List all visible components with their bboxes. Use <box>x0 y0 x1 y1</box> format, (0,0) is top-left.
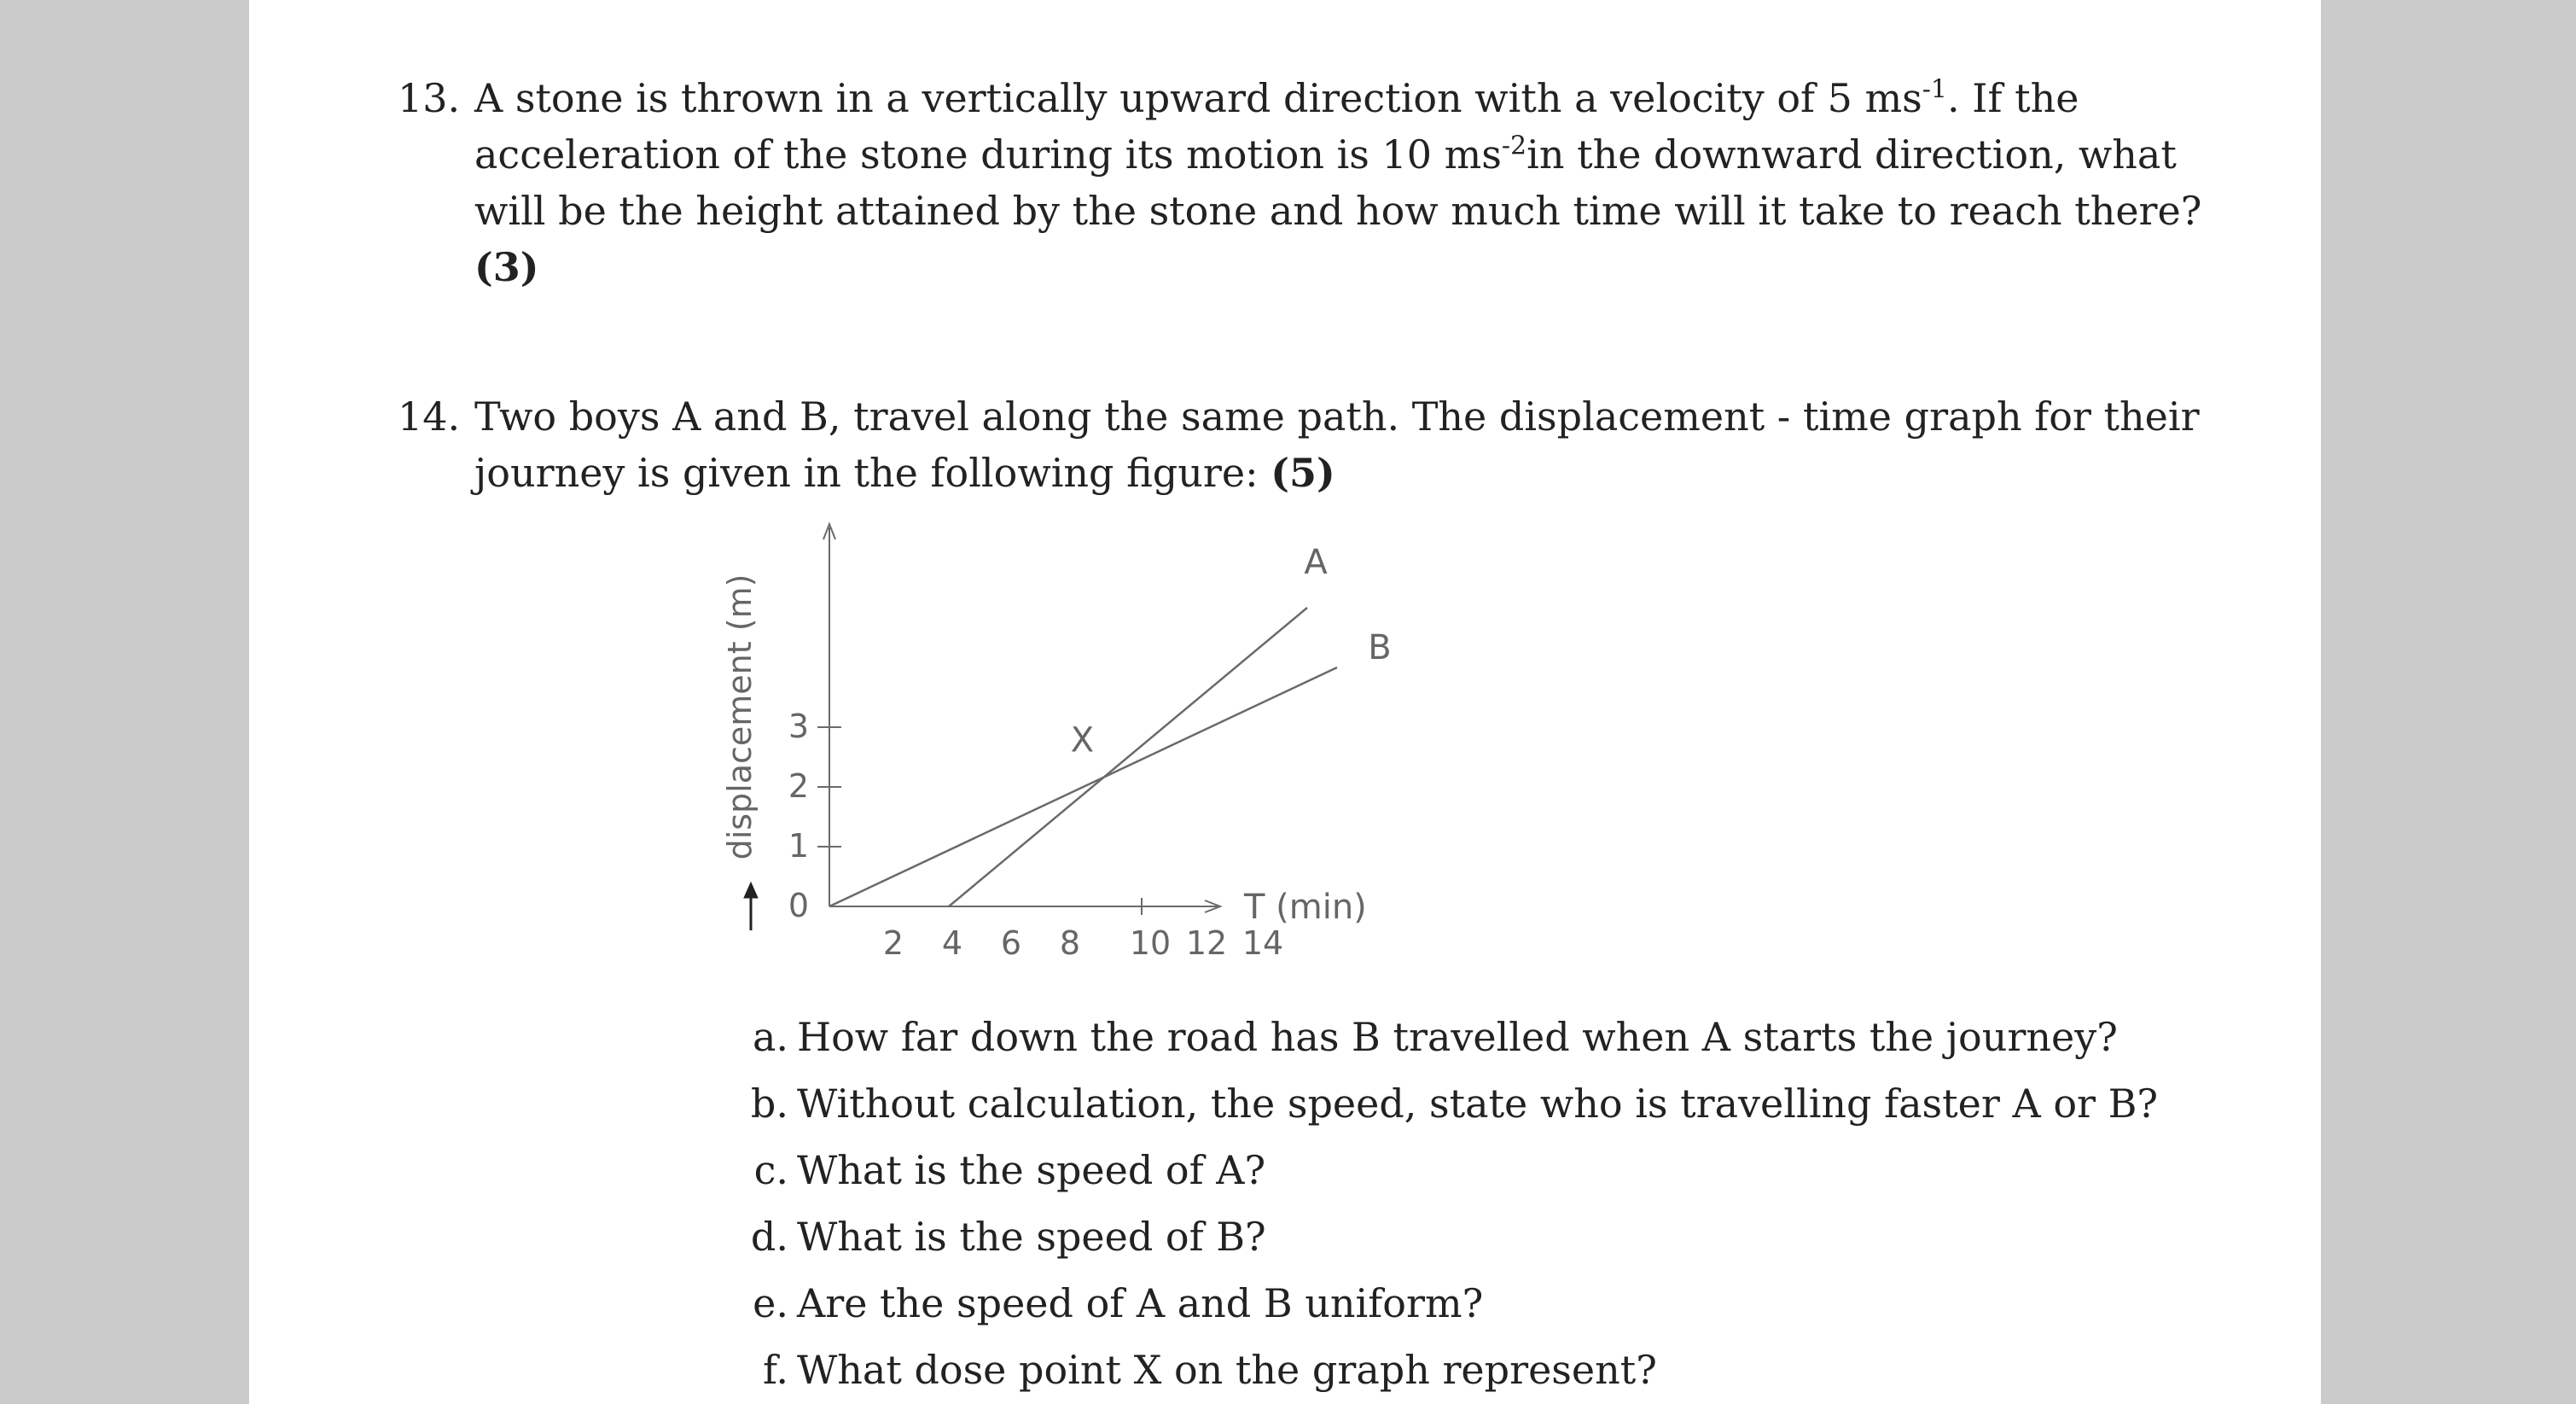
subquestion-text: What is the speed of A? <box>797 1147 1266 1193</box>
x-tick-label: 14 <box>1241 924 1284 962</box>
x-tick-label: 12 <box>1185 924 1228 962</box>
y-axis-label-arrowhead <box>744 883 758 898</box>
x-tick-label: 6 <box>1000 924 1022 962</box>
subquestion-label: d. <box>750 1214 788 1260</box>
subquestion-e <box>732 1270 2158 1337</box>
subquestion-list <box>732 1004 2158 1403</box>
subquestion-text: How far down the road has B travelled when A starts the journey? <box>797 1014 2118 1060</box>
subquestion-label: e. <box>753 1280 788 1326</box>
question-line: acceleration of the stone during its motion is 10 $ms^{-2}in$ the downward direction, what <box>474 131 2177 178</box>
series-label-b: B <box>1368 628 1392 667</box>
y-tick-label: 0 <box>788 887 809 924</box>
x-axis-label: T (min) <box>1244 888 1367 927</box>
question-text <box>474 65 2202 300</box>
question-line: A stone is thrown in a vertically upward direction with a velocity of 5 $ms^{-1}$. If the <box>474 74 2079 121</box>
question-number: 13. <box>398 75 461 121</box>
subquestion-d <box>732 1203 2158 1270</box>
x-tick-label: 4 <box>941 924 963 962</box>
question-line: will be the height attained by the stone and how much time will it take to reach there? <box>474 188 2202 234</box>
series-label-a: A <box>1304 543 1328 582</box>
subquestion-label: b. <box>750 1081 788 1127</box>
subquestion-label: c. <box>753 1147 788 1193</box>
y-axis-label: displacement (m) <box>721 574 759 860</box>
series-line-b <box>829 667 1337 906</box>
question-line: Two boys A and B, travel along the same path. The displacement - time graph for their <box>474 393 2200 440</box>
y-tick-label: 1 <box>788 827 809 865</box>
intersection-label: X <box>1070 720 1095 760</box>
subquestion-text: Are the speed of A and B uniform? <box>797 1280 1484 1326</box>
subquestion-text: Without calculation, the speed, state who is travelling faster A or B? <box>797 1081 2159 1127</box>
x-tick-label: 8 <box>1059 924 1081 962</box>
y-tick-label: 2 <box>788 767 809 805</box>
question-number: 14. <box>398 393 461 440</box>
subquestion-c <box>732 1137 2158 1203</box>
marks: (3) <box>474 244 539 290</box>
subquestion-text: What is the speed of B? <box>797 1214 1266 1260</box>
x-tick-label: 2 <box>882 924 904 962</box>
displacement-time-graph <box>701 512 1401 973</box>
worksheet-page <box>249 0 2321 1404</box>
subquestion-label: a. <box>752 1014 788 1060</box>
question-line: journey is given in the following figure: (5) <box>474 450 1335 496</box>
subquestion-f <box>732 1337 2158 1403</box>
question-text <box>474 383 2200 506</box>
subquestion-b <box>732 1070 2158 1137</box>
subquestion-a <box>732 1004 2158 1070</box>
series-line-a <box>949 608 1307 906</box>
y-tick-label: 3 <box>788 708 809 745</box>
x-tick-label: 10 <box>1129 924 1172 962</box>
subquestion-label: f. <box>762 1347 788 1393</box>
subquestion-text: What dose point X on the graph represent? <box>797 1347 1657 1393</box>
